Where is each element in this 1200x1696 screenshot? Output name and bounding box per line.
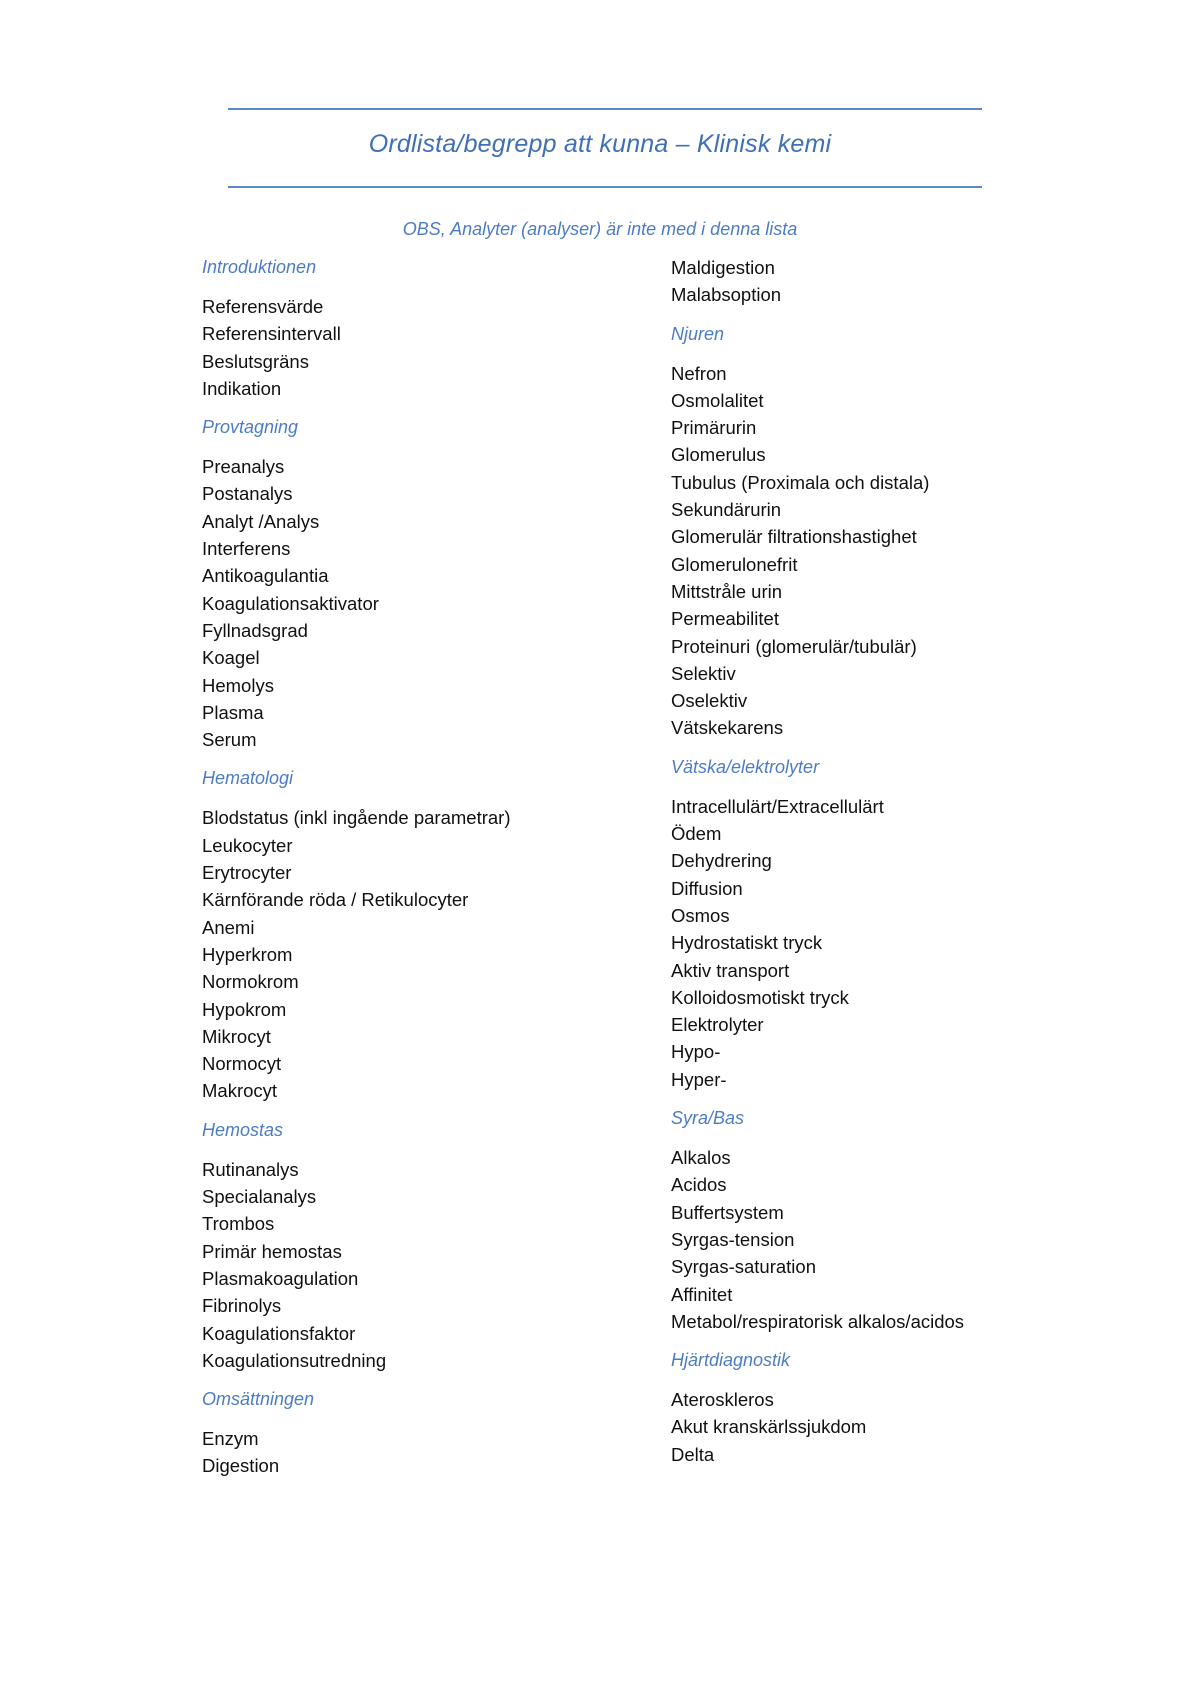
term-item: Proteinuri (glomerulär/tubulär) bbox=[671, 635, 917, 657]
term-item: Glomerulonefrit bbox=[671, 553, 798, 575]
term-item: Mittstråle urin bbox=[671, 580, 783, 602]
term-item: Primär hemostas bbox=[202, 1240, 342, 1262]
term-item: Antikoagulantia bbox=[202, 565, 329, 587]
term-item: Normokrom bbox=[202, 971, 299, 993]
term-item: Dehydrering bbox=[671, 850, 772, 872]
title-bottom-rule bbox=[228, 186, 982, 188]
section-heading: Syra/Bas bbox=[671, 1108, 745, 1129]
term-item: Plasma bbox=[202, 701, 264, 723]
term-item: Elektrolyter bbox=[671, 1014, 764, 1036]
section-heading: Omsättningen bbox=[202, 1389, 315, 1410]
section-provtagning bbox=[202, 414, 511, 753]
term-item: Nefron bbox=[671, 362, 727, 384]
term-item: Normocyt bbox=[202, 1053, 282, 1075]
section-syra-bas bbox=[671, 1105, 964, 1335]
term-item: Hypo- bbox=[671, 1041, 721, 1063]
term-item: Rutinanalys bbox=[202, 1158, 299, 1180]
term-item: Ödem bbox=[671, 823, 722, 845]
term-item: Referensvärde bbox=[202, 296, 324, 317]
term-item: Digestion bbox=[202, 1455, 280, 1477]
term-item: Postanalys bbox=[202, 483, 293, 505]
term-item: Fyllnadsgrad bbox=[202, 619, 308, 641]
term-item: Hyperkrom bbox=[202, 943, 293, 965]
term-item: Beslutsgräns bbox=[202, 350, 309, 372]
term-item: Metabol/respiratorisk alkalos/acidos bbox=[671, 1310, 965, 1332]
term-item: Interferens bbox=[202, 538, 291, 560]
term-item: Koagulationsaktivator bbox=[202, 592, 379, 614]
term-item: Malabsoption bbox=[671, 284, 782, 306]
right-column bbox=[671, 254, 964, 1468]
term-item: Syrgas-saturation bbox=[671, 1256, 816, 1278]
title-top-rule bbox=[228, 108, 982, 110]
term-item: Plasmakoagulation bbox=[202, 1267, 359, 1289]
term-item: Mikrocyt bbox=[202, 1025, 271, 1047]
section-heading: Hematologi bbox=[202, 768, 294, 789]
section-heading: Hjärtdiagnostik bbox=[671, 1350, 791, 1371]
section-omsattningen-continued bbox=[671, 254, 964, 309]
term-item: Specialanalys bbox=[202, 1186, 317, 1208]
term-item: Diffusion bbox=[671, 877, 743, 899]
section-heading: Provtagning bbox=[202, 417, 299, 438]
term-item: Sekundärurin bbox=[671, 499, 782, 521]
section-heading: Njuren bbox=[671, 323, 725, 344]
term-item: Serum bbox=[202, 729, 257, 751]
term-item: Permeabilitet bbox=[671, 608, 779, 630]
section-introduktionen bbox=[202, 254, 511, 402]
term-item: Tubulus (Proximala och distala) bbox=[671, 471, 930, 493]
term-item: Kärnförande röda / Retikulocyter bbox=[202, 889, 469, 911]
section-heading: Vätska/elektrolyter bbox=[671, 756, 820, 777]
term-item: Anemi bbox=[202, 916, 255, 938]
term-item: Indikation bbox=[202, 377, 282, 399]
term-item: Intracellulärt/Extracellulärt bbox=[671, 795, 884, 817]
term-item: Kolloidosmotiskt tryck bbox=[671, 986, 849, 1008]
term-item: Fibrinolys bbox=[202, 1295, 282, 1317]
term-item: Referensintervall bbox=[202, 323, 341, 345]
term-item: Hyper- bbox=[671, 1068, 727, 1090]
term-item: Hemolys bbox=[202, 674, 274, 696]
term-item: Makrocyt bbox=[202, 1080, 278, 1102]
section-hemostas bbox=[202, 1117, 511, 1374]
section-heading: Introduktionen bbox=[202, 257, 317, 277]
term-item: Affinitet bbox=[671, 1283, 733, 1305]
section-hematologi bbox=[202, 765, 511, 1104]
left-column bbox=[202, 254, 511, 1480]
term-item: Koagulationsutredning bbox=[202, 1349, 387, 1371]
term-item: Koagulationsfaktor bbox=[202, 1322, 356, 1344]
term-item: Primärurin bbox=[671, 417, 757, 439]
term-item: Akut kranskärlssjukdom bbox=[671, 1416, 867, 1438]
term-item: Analyt /Analys bbox=[202, 510, 320, 532]
term-item: Delta bbox=[671, 1443, 715, 1465]
term-item: Osmolalitet bbox=[671, 389, 764, 411]
term-item: Glomerulus bbox=[671, 444, 766, 466]
term-item: Enzym bbox=[202, 1428, 259, 1450]
section-hjartdiagnostik bbox=[671, 1347, 964, 1468]
term-item: Alkalos bbox=[671, 1147, 731, 1169]
term-item: Erytrocyter bbox=[202, 862, 292, 884]
term-item: Hypokrom bbox=[202, 998, 287, 1020]
term-item: Koagel bbox=[202, 647, 260, 669]
term-item: Ateroskleros bbox=[671, 1389, 774, 1411]
term-item: Syrgas-tension bbox=[671, 1228, 795, 1250]
term-item: Aktiv transport bbox=[671, 959, 790, 981]
section-njuren bbox=[671, 321, 964, 742]
term-item: Maldigestion bbox=[671, 257, 775, 278]
term-item: Vätskekarens bbox=[671, 717, 784, 739]
section-heading: Hemostas bbox=[202, 1119, 284, 1140]
section-vatska-elektrolyter bbox=[671, 754, 964, 1093]
term-item: Hydrostatiskt tryck bbox=[671, 932, 823, 954]
document-title: Ordlista/begrepp att kunna – Klinisk kemi bbox=[368, 130, 832, 158]
term-item: Acidos bbox=[671, 1174, 727, 1196]
term-item: Oselektiv bbox=[671, 690, 748, 712]
term-item: Buffertsystem bbox=[671, 1201, 784, 1223]
section-omsattningen bbox=[202, 1386, 511, 1480]
term-item: Leukocyter bbox=[202, 834, 293, 856]
subtitle-note: OBS, Analyter (analyser) är inte med i denna lista bbox=[402, 219, 798, 239]
term-item: Preanalys bbox=[202, 456, 285, 478]
term-item: Osmos bbox=[671, 904, 730, 926]
term-item: Trombos bbox=[202, 1213, 275, 1235]
term-item: Selektiv bbox=[671, 662, 736, 684]
term-item: Blodstatus (inkl ingående parametrar) bbox=[202, 807, 511, 829]
term-item: Glomerulär filtrationshastighet bbox=[671, 526, 917, 548]
